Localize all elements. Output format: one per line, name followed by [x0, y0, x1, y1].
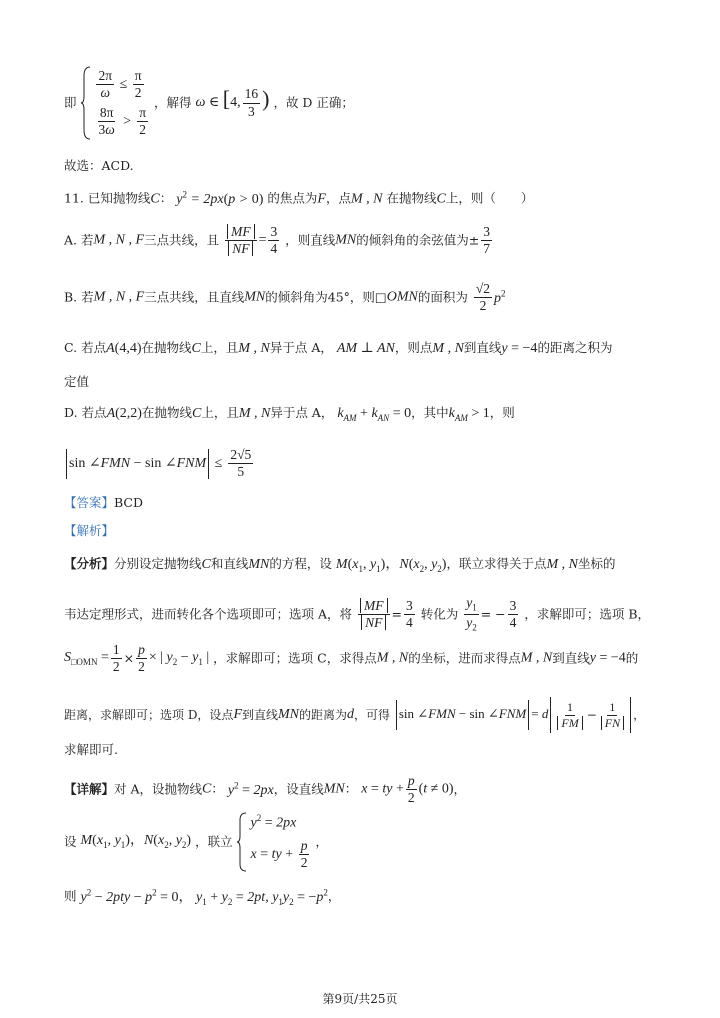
- text: 则: [64, 888, 77, 904]
- option-label: C.: [64, 340, 78, 355]
- text: ，求解即可；选项 B，: [524, 606, 651, 622]
- text: ，设直线: [273, 781, 324, 797]
- opt-text: ，其中: [411, 405, 449, 420]
- analysis-tag: 【解析】: [64, 523, 115, 538]
- q-text: 在抛物线: [386, 190, 437, 206]
- omega-cases: $\frac{2\pi}{\omega}$ ≤ $\frac{\pi}{2}$ $\frac{8\pi}{3\omega}$ > $\frac{\pi}{2}$: [98, 67, 147, 138]
- page-footer: 第9页/共25页: [322, 992, 398, 1006]
- prefix-text: 即: [64, 94, 77, 110]
- curve-c: C: [150, 191, 160, 207]
- text: 和直线: [210, 556, 249, 571]
- text: 的方程，设: [269, 556, 332, 571]
- line-y-neg4: y = −4: [501, 341, 538, 356]
- text: 的: [625, 650, 639, 666]
- focus-f: F: [317, 191, 326, 207]
- question-number: 11.: [64, 190, 84, 206]
- q-text: ，点: [325, 190, 351, 206]
- fenxi-line-3: $S_{□OMN}$ = $\frac{1}{2}$ × $\frac{p}{2}$ × | $y_2 - y_1$ | ，求解即可；选项 C，求得点M , N的坐标，进而求得点M , N到直线y = −4的: [64, 642, 639, 675]
- text: 设: [64, 833, 77, 849]
- text: 的距离为: [299, 708, 348, 722]
- ratio-3-4: $\frac{3}{4}$: [270, 224, 278, 257]
- opt-text: ，则□: [349, 289, 387, 305]
- area-value: $\frac{√2}{2}$: [475, 281, 491, 314]
- perpendicular-cond: AM ⊥ AN: [336, 341, 395, 356]
- points-mn: M , N: [350, 191, 383, 207]
- opt-text: ，则点: [394, 340, 433, 355]
- option-label: A.: [64, 232, 78, 248]
- option-d: D. 若点A(2,2)在抛物线C上，且M , N异于点 A， $k_{AM} + k_{AN} = 0$，其中$k_{AM} > 1$，则: [64, 405, 515, 423]
- text: 对 A，设抛物线: [114, 781, 203, 797]
- q-text: 已知抛物线: [87, 190, 151, 206]
- set-line: 设 $M(x_1$, $y_1$)，$N(x_2$, $y_2$) ，联立 $y^2 = 2px$ x = ty + $\frac{p}{2}$ ，: [64, 812, 328, 872]
- then-line: 则 $y^2 - 2pty - p^2 = 0$， $y_1 + y_2 = 2pt$, $y_1y_2 = -p^2$，: [64, 887, 341, 907]
- text: 到直线: [552, 650, 590, 666]
- option-b: B. 若M , N , F三点共线，且直线MN的倾斜角为45°，则□OMN的面积为 $\frac{√2}{2}$ $p^2$: [64, 281, 506, 314]
- line-omega-condition: [64, 66, 354, 140]
- text: 分别设定抛物线: [114, 556, 202, 571]
- choose-line: 故选：ACD.: [64, 158, 134, 173]
- ratio-mf-nf: $\frac{MF}{NF}$: [225, 225, 257, 256]
- opt-text: 上，且: [200, 340, 239, 355]
- line-mn: MN: [335, 232, 357, 248]
- answer-tag: 【答案】: [64, 495, 115, 510]
- cos-value: $\frac{3}{7}$: [483, 224, 490, 257]
- option-a: A. 若M , N , F三点共线，且 $\frac{MF}{NF}$ = $\frac{3}{4}$ ，则直线MN的倾斜角的余弦值为± $\frac{3}{7}$: [64, 224, 490, 257]
- points-mnf: M , N , F: [93, 289, 145, 305]
- left-brace: [237, 812, 247, 872]
- line-mn: MN: [244, 289, 266, 305]
- opt-text: 在抛物线: [141, 340, 192, 355]
- opt-text: 异于点 A，: [269, 340, 333, 355]
- angle-value: 45°: [327, 289, 350, 305]
- parabola-eq: $y^2 = 2px(p > 0)$: [176, 189, 264, 207]
- question-11: 11. 已知抛物线C： $y^2 = 2px(p > 0)$ 的焦点为F，点M , N 在抛物线C上，则（ ）: [64, 189, 534, 207]
- opt-text: 若: [81, 289, 94, 305]
- opt-text: 的距离之积为: [537, 340, 613, 355]
- fenxi-line-4: 距离，求解即可；选项 D，设点F到直线MN的距离为d，可得 sin ∠FMN − sin ∠FNM = d $\frac{1}{FM}$ − $\frac{1}{FN}$ ，: [64, 697, 645, 733]
- xiangjie-tag: 【详解】: [64, 781, 115, 797]
- answer-line: [64, 497, 143, 510]
- q-text: 的焦点为: [267, 190, 318, 206]
- option-c-cont: 定值: [64, 374, 90, 389]
- slope-cond: $k_{AM} > 1$: [448, 406, 490, 423]
- text: 的坐标，进而求得点: [408, 650, 521, 666]
- suffix-text: ，故 D 正确；: [273, 94, 354, 110]
- slope-sum: $k_{AM} + k_{AN} = 0$: [337, 406, 412, 423]
- text: ，: [453, 781, 467, 797]
- opt-text: ，则: [489, 405, 515, 420]
- opt-text: 若: [81, 232, 94, 248]
- text: 转化为: [420, 606, 459, 622]
- opt-text: 的倾斜角的余弦值为±: [356, 232, 480, 248]
- text: 坐标的: [577, 556, 616, 571]
- opt-text: 异于点 A，: [270, 405, 334, 420]
- text: 韦达定理形式，进而转化各个选项即可；选项 A，将: [64, 606, 353, 622]
- text: ，联立: [195, 833, 233, 849]
- opt-text: 的面积为: [417, 289, 468, 305]
- opt-text: 在抛物线: [141, 405, 192, 420]
- left-brace: [81, 66, 91, 140]
- fenxi-line-5: 求解即可.: [64, 742, 118, 757]
- opt-text: 若点: [81, 340, 107, 355]
- option-c: C. 若点A(4,4)在抛物线C上，且M , N异于点 A， AM ⊥ AN，则点M , N到直线y = −4的距离之积为: [64, 340, 613, 356]
- text: ，: [327, 888, 341, 904]
- opt-text: 若点: [81, 405, 107, 420]
- option-label: B.: [64, 289, 78, 305]
- text: ，可得: [354, 708, 391, 722]
- opt-text: 三点共线，且: [144, 232, 220, 248]
- q-text: 上，则（ ）: [445, 190, 534, 206]
- text: 到直线: [242, 708, 279, 722]
- bound-value: $\frac{2√5}{5}$: [230, 447, 252, 480]
- curve-c: C: [436, 191, 446, 207]
- point-a-22: A(2,2): [106, 406, 142, 421]
- text: ，: [315, 833, 328, 849]
- point-a-44: A(4,4): [106, 341, 142, 356]
- opt-text: 上，且: [201, 405, 239, 420]
- answer-value: BCD: [114, 495, 144, 510]
- omega-range: ω ∈ [4, $\frac{16}{3}$ ): [195, 86, 270, 119]
- text: ，求解即可；选项 C，求得点: [213, 650, 377, 666]
- text: ，联立求得关于点: [446, 556, 547, 571]
- opt-text: 三点共线，且直线: [144, 289, 245, 305]
- option-label: D.: [64, 405, 78, 420]
- fenxi-line-2: 韦达定理形式，进而转化各个选项即可；选项 A，将 $\frac{MF}{NF}$ = $\frac{3}{4}$ 转化为 $\frac{y_1}{y_2}$ = − $\frac{3}{4}$ ，求解即可；选项 B，: [64, 595, 651, 633]
- opt-text: 到直线: [463, 340, 502, 355]
- triangle-omn: OMN: [386, 289, 418, 305]
- text: 距离，求解即可；选项 D，设点: [64, 708, 234, 722]
- points-mnf: M , N , F: [93, 232, 145, 248]
- xiangjie-line: 【详解】对 A，设抛物线C： $y^2 = 2px$，设直线MN： x = ty + $\frac{p}{2}$ (t ≠ 0)，: [64, 773, 467, 806]
- option-d-formula: sin ∠FMN − sin ∠FNM ≤ $\frac{2√5}{5}$: [64, 448, 255, 479]
- opt-text: 的倾斜角为: [265, 289, 328, 305]
- mid-text: ，解得: [154, 94, 192, 110]
- fenxi-tag: 【分析】: [64, 556, 115, 571]
- fenxi-line-1: 【分析】分别设定抛物线C和直线MN的方程，设 $M(x_1$, $y_1$)，$N(x_2$, $y_2$)，联立求得关于点M , N坐标的: [64, 556, 616, 574]
- opt-text: ，则直线: [285, 232, 336, 248]
